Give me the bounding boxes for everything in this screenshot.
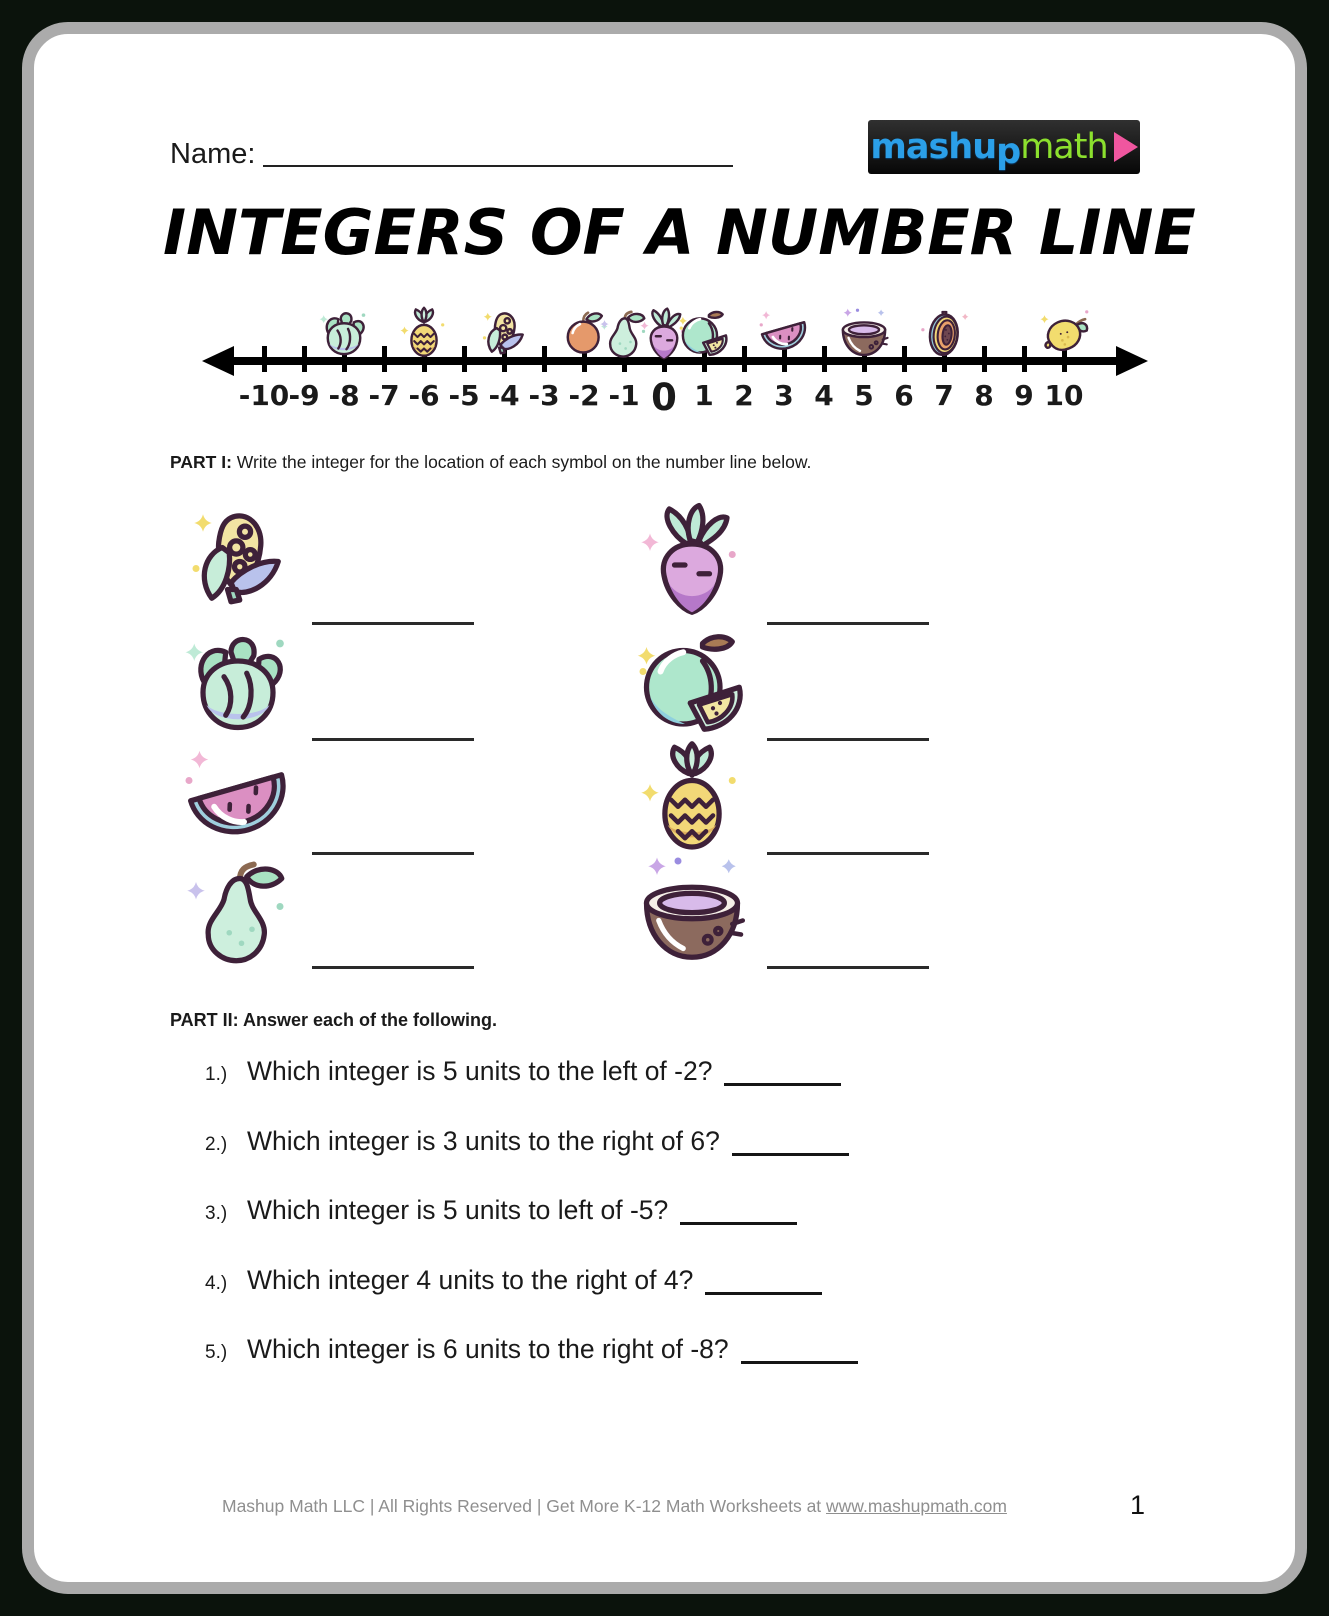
question-row [205,1056,841,1087]
number-line [208,298,1142,423]
watermelon-icon [182,742,294,854]
part1-answer-line-pineapple[interactable] [767,852,929,855]
footer-text: Mashup Math LLC | All Rights Reserved | Get More K-12 Math Worksheets at www.mashupmath.com [222,1496,1007,1516]
number-line-tick-label: 8 [974,379,994,412]
part1-symbol-melon [636,626,748,738]
number-line-tick-label: -8 [328,379,360,412]
logo-text-p: p [996,132,1021,172]
number-line-tick [542,346,547,372]
question-answer-line[interactable] [705,1292,822,1295]
number-line-tick-label: -1 [608,379,640,412]
question-text: Which integer is 3 units to the right of 6? [247,1125,720,1156]
part1-symbol-coconut [636,854,748,966]
logo-text-math: math [1020,127,1108,167]
question-row [205,1265,822,1296]
number-line-tick-label: 2 [734,379,754,412]
number-line-symbol-pineapple [398,307,450,359]
name-input-line[interactable] [263,164,733,167]
logo-text-mashu: mashu [870,127,997,167]
part1-symbol-pineapple [636,742,748,854]
number-line-tick [462,346,467,372]
page-number: 1 [1130,1490,1146,1520]
question-text: Which integer is 5 units to the left of -2? [247,1056,713,1086]
part1-heading-label: PART I: [170,452,232,472]
name-label: Name: [170,138,256,170]
number-line-tick-label: 5 [854,379,874,412]
number-line-tick-label: -7 [368,379,400,412]
number-line-tick [822,346,827,372]
question-text: Which integer is 6 units to the right of -8? [247,1334,729,1364]
question-number: 5.) [205,1342,228,1363]
question-number: 1.) [205,1064,228,1085]
coconut-icon [636,854,748,966]
part1-heading [170,452,811,473]
pear-icon [182,854,294,966]
corn-icon [478,307,530,359]
mashupmath-logo [868,120,1140,174]
number-line-tick-label: -3 [528,379,560,412]
part1-answer-line-coconut[interactable] [767,966,929,969]
papaya-icon [918,307,970,359]
part1-symbol-cabbage [182,626,294,738]
number-line-symbol-papaya [918,307,970,359]
question-text: Which integer 4 units to the right of 4? [247,1264,694,1295]
melon-icon [636,626,748,738]
question-row [205,1334,858,1365]
number-line-tick [902,346,907,372]
number-line-symbol-melon [678,307,730,359]
melon-icon [678,307,730,359]
part1-answer-line-corn[interactable] [312,622,474,625]
corn-icon [182,502,294,614]
question-answer-line[interactable] [741,1361,858,1364]
number-line-tick-label: 10 [1044,379,1084,412]
number-line-tick-label: 9 [1014,379,1034,412]
pineapple-icon [636,742,748,854]
number-line-tick-label: -10 [238,379,290,412]
number-line-symbol-corn [478,307,530,359]
number-line-tick-label: 0 [651,376,677,419]
question-row [205,1195,797,1226]
question-number: 2.) [205,1133,228,1155]
number-line-tick [262,346,267,372]
number-line-tick-label: -5 [448,379,480,412]
number-line-symbol-cabbage [318,307,370,359]
part1-answer-line-pear[interactable] [312,966,474,969]
pineapple-icon [398,307,450,359]
number-line-tick-label: -2 [568,379,600,412]
number-line-tick-label: -6 [408,379,440,412]
number-line-tick-label: 4 [814,379,834,412]
number-line-tick [742,346,747,372]
part1-heading-text: Write the integer for the location of each symbol on the number line below. [231,452,812,472]
number-line-tick [1022,346,1027,372]
number-line-tick-label: 6 [894,379,914,412]
number-line-tick-label: 1 [694,379,714,412]
part1-symbol-pear [182,854,294,966]
question-row [205,1126,849,1157]
part1-answer-line-melon[interactable] [767,738,929,741]
lemon-icon [1038,307,1090,359]
page-title: INTEGERS OF A NUMBER LINE [163,196,1196,269]
coconut-icon [838,307,890,359]
number-line-tick-label: -9 [288,379,320,412]
question-answer-line[interactable] [724,1083,841,1086]
cabbage-icon [182,626,294,738]
question-answer-line[interactable] [732,1153,849,1156]
question-number: 4.) [205,1272,228,1294]
number-line-symbol-watermelon [758,307,810,359]
part1-symbol-watermelon [182,742,294,854]
watermelon-icon [758,307,810,359]
part1-answer-line-radish[interactable] [767,622,929,625]
number-line-symbol-coconut [838,307,890,359]
number-line-symbol-lemon [1038,307,1090,359]
number-line-tick-label: 3 [774,379,794,412]
cabbage-icon [318,307,370,359]
part2-heading: PART II: Answer each of the following. [170,1010,498,1030]
part1-answer-line-cabbage[interactable] [312,738,474,741]
radish-icon [636,502,748,614]
play-triangle-icon [1114,132,1138,162]
mashupmath-link[interactable]: www.mashupmath.com [826,1496,1007,1516]
part1-symbol-corn [182,502,294,614]
number-line-tick [302,346,307,372]
number-line-tick-label: 7 [934,379,954,412]
number-line-tick-label: -4 [488,379,520,412]
question-number: 3.) [205,1203,228,1224]
question-text: Which integer is 5 units to left of -5? [247,1195,669,1225]
part1-symbol-radish [636,502,748,614]
name-row [170,138,733,171]
number-line-tick [982,346,987,372]
part1-answer-line-watermelon[interactable] [312,852,474,855]
question-answer-line[interactable] [680,1222,797,1225]
number-line-tick [382,346,387,372]
